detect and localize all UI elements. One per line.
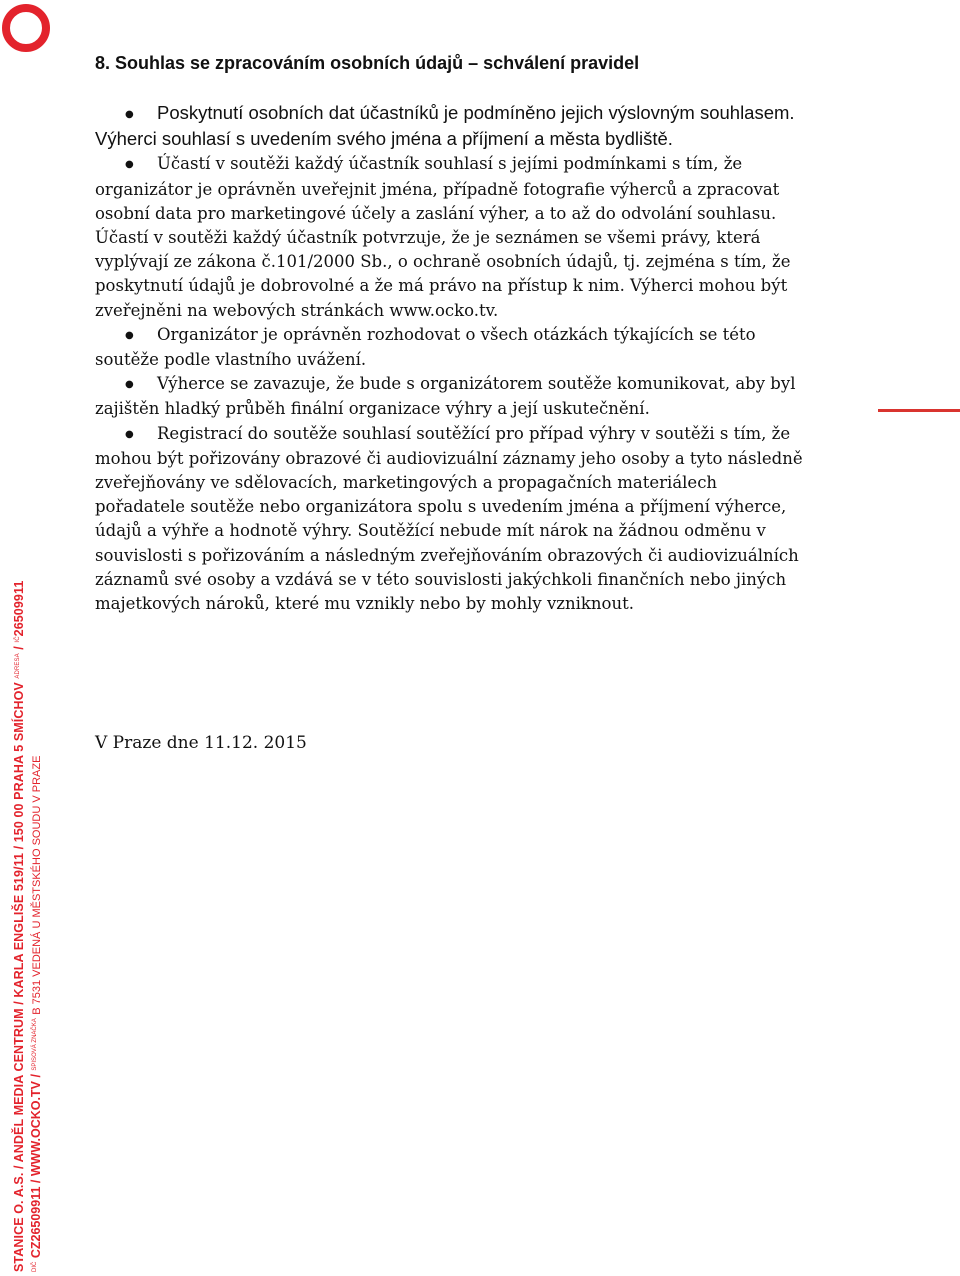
- bullet-text: Registrací do soutěže souhlasí soutěžící pro případ výhry v soutěži s tím, že mohou být pořizovány obrazové či audiovizuální záznamy jeho osoby a tyto následně zveřejňovány ve sdělovacích, marketingových a propagačních materiálech pořadatele soutěže nebo organizátora spolu s uvedením jména a příjmení výherce, údajů a výhře a hodnotě výhry. Soutěžící nebude mít nárok na žádnou odměnu v souvislosti s pořizováním a následným zveřejňováním obrazových či audiovizuálních záznamů své osoby a vzdává se v této souvislosti jakýchkoli finančních nebo jiných majetkových nároků, které mu vznikly nebo by mohly vzniknout.: [95, 423, 803, 614]
- decorative-divider: [878, 409, 960, 412]
- bullet-icon: ●: [125, 109, 134, 120]
- bullet-item: [95, 152, 810, 322]
- bullet-icon: ●: [125, 379, 134, 391]
- bullet-text: Výherce se zavazuje, že bude s organizátorem soutěže komunikovat, aby byl zajištěn hladký průběh finální organizace výhry a její uskutečnění.: [95, 374, 796, 419]
- bullet-icon: ●: [125, 159, 134, 171]
- footer-registry-label: SPISOVÁ ZNAČKA: [32, 1018, 38, 1071]
- footer-address-label: ADRESA: [15, 653, 21, 679]
- bullet-text: Organizátor je oprávněn rozhodovat o všech otázkách týkajících se této soutěže podle vlastního uvážení.: [95, 324, 756, 370]
- footer-web: WWW.OCKO.TV: [29, 1081, 43, 1177]
- footer-dic-label: DIČ: [32, 1261, 38, 1272]
- footer-dic: CZ26509911: [29, 1186, 43, 1259]
- footer-ic-label: IČ: [15, 636, 21, 643]
- bullet-icon: ●: [125, 428, 134, 440]
- footer-company: STANICE O. A.S. / ANDĚL MEDIA CENTRUM / KARLA ENGLIŠE 519/11 / 150 00 PRAHA 5 SMÍCHOV: [12, 682, 26, 1272]
- bullet-text: Účastí v soutěži každý účastník souhlasí s jejími podmínkami s tím, že organizátor je oprávněn uveřejnit jména, případně fotografie výherců a zpracovat osobní data pro marketingové účely a zaslání výher, a to až do odvolání souhlasu. Účastí v soutěži každý účastník potvrzuje, že je seznámen se všemi právy, která vyplývají ze zákona č.101/2000 Sb., o ochraně osobních údajů, tj. zejména s tím, že poskytnutí údajů je dobrovolné a že má právo na přístup k nim. Výherci mohou být zveřejněni na webových stránkách www.ocko.tv.: [95, 154, 791, 320]
- bullet-item: [95, 422, 810, 617]
- section-heading: 8. Souhlas se zpracováním osobních údajů – schválení pravidel: [95, 53, 640, 73]
- bullet-text: Poskytnutí osobních dat účastníků je podmíněno jejich výslovným souhlasem. Výherci souhlasí s uvedením svého jména a příjmení a města bydliště.: [95, 102, 795, 150]
- footer-registry: B 7531 VEDENÁ U MĚSTSKÉHO SOUDU V PRAZE: [31, 755, 43, 1015]
- footer-address-line: STANICE O. A.S. / ANDĚL MEDIA CENTRUM / KARLA ENGLIŠE 519/11 / 150 00 PRAHA 5 SMÍCHOV $^{ADRESA}$ / $^{IČ}$26509911: [12, 580, 26, 1272]
- footer-ic: 26509911: [12, 580, 26, 637]
- bullet-icon: ●: [125, 329, 134, 341]
- bullet-item: [95, 323, 810, 372]
- bullet-item: [95, 372, 810, 421]
- rules-body: [95, 101, 810, 616]
- ocko-logo: [2, 4, 50, 52]
- bullet-item: [95, 101, 810, 152]
- footer-registry-line: $^{DIČ}$ CZ26509911 / WWW.OCKO.TV / $^{SPISOVÁ ZNAČKA}$ B 7531 VEDENÁ U MĚSTSKÉHO SOUDU V PRAZE: [29, 755, 43, 1272]
- company-footer: [10, 581, 45, 1272]
- date-line: V Praze dne 11.12. 2015: [95, 733, 307, 753]
